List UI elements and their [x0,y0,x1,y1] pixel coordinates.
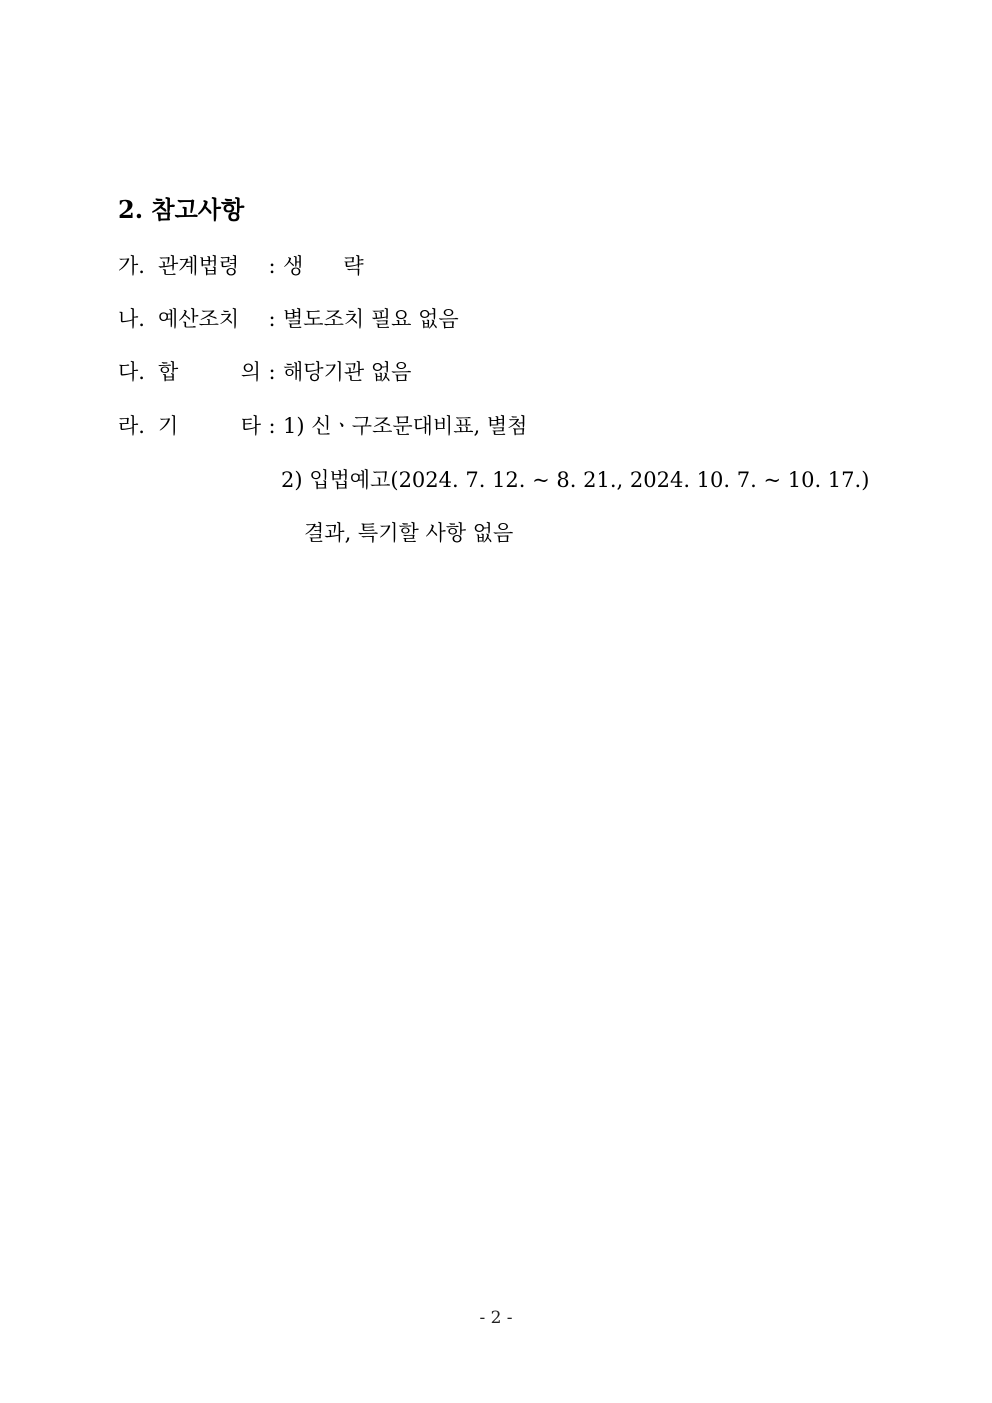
item-label: 기 타 [158,414,261,438]
item-value: 해당기관 없음 [283,360,412,384]
item-colon: : [268,254,276,278]
page-number: - 2 - [479,1308,513,1328]
item-consultation [118,358,411,386]
item-other [118,412,527,440]
other-legislative-notice-line: 2) 입법예고(2024. 7. 12. ~ 8. 21., 2024. 10. 7. ~ 10. 17.) [281,468,870,492]
item-colon: : [268,360,276,384]
section-heading: 2. 참고사항 [118,195,245,224]
item-value: 별도조치 필요 없음 [283,307,459,331]
item-marker: 가. [118,254,145,278]
item-relevant-laws [118,252,364,280]
item-value: 1) 신ㆍ구조문대비표, 별첨 [283,414,528,438]
item-label: 예산조치 [158,307,240,331]
item-value: 생 략 [283,254,364,278]
item-label: 관계법령 [158,254,240,278]
item-marker: 나. [118,307,145,331]
item-marker: 다. [118,360,145,384]
item-label: 합 의 [158,360,261,384]
item-colon: : [268,414,276,438]
item-marker: 라. [118,414,145,438]
other-result-line: 결과, 특기할 사항 없음 [304,521,514,545]
item-budget-measures [118,305,459,333]
item-colon: : [268,307,276,331]
